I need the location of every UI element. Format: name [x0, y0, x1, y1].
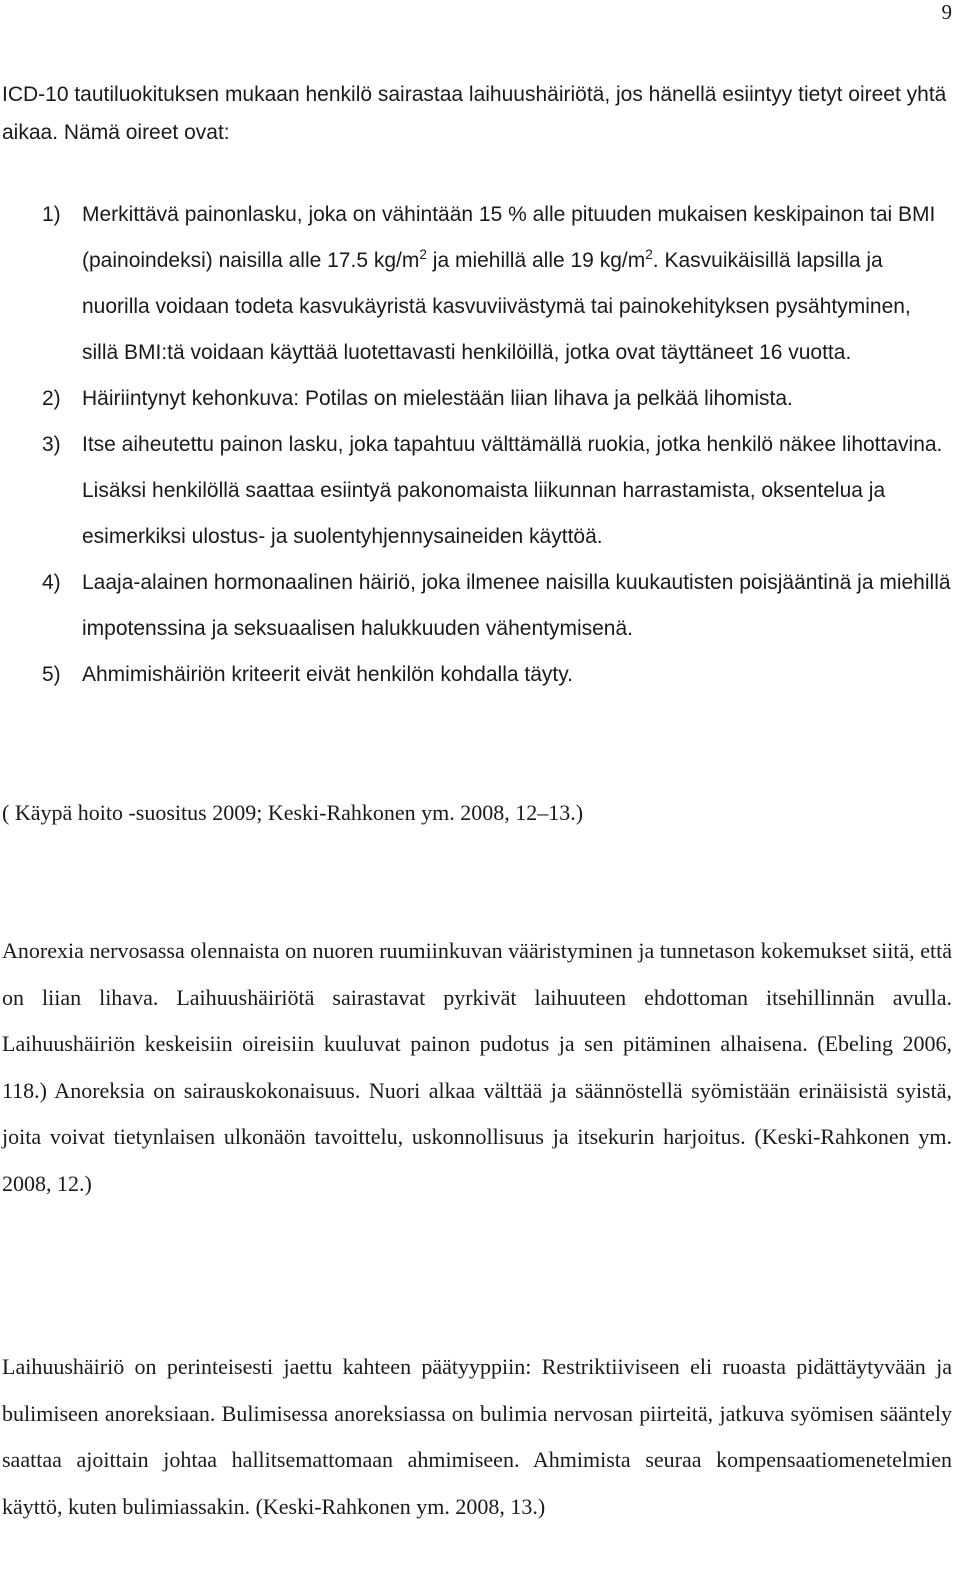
icd10-criteria-list: [2, 192, 952, 698]
intro-paragraph: ICD-10 tautiluokituksen mukaan henkilö sairastaa laihuushäiriötä, jos hänellä esiintyy tietyt oireet yhtä aikaa. Nämä oireet ovat:: [2, 83, 947, 144]
list-item-text: Itse aiheutettu painon lasku, joka tapahtuu välttämällä ruokia, jotka henkilö näkee lihottavina. Lisäksi henkilöllä saattaa esiintyä pakonomaista liikunnan harrastamista, oksentelua ja esimerkiksi ulostus- ja suolentyhjennysaineiden käyttöä.: [82, 433, 943, 548]
body-paragraph-anorexia-nervosa: Anorexia nervosassa olennaista on nuoren ruumiinkuvan vääristyminen ja tunnetason kokemukset siitä, että on liian lihava. Laihuushäiriötä sairastavat pyrkivät laihuuteen ehdottoman itsehillinnän avulla. Laihuushäiriön keskeisiin oireisiin kuuluvat painon pudotus ja sen pitäminen alhaisena. (Ebeling 2006, 118.) Anoreksia on sairauskokonaisuus. Nuori alkaa välttää ja säännöstellä syömistään erinäisistä syistä, joita voivat tietynlaisen ulkonäön tavoittelu, uskonnollisuus ja itsekurin harjoitus. (Keski-Rahkonen ym. 2008, 12.): [2, 938, 952, 1196]
list-item: [2, 376, 952, 422]
criteria-citation: ( Käypä hoito -suositus 2009; Keski-Rahkonen ym. 2008, 12–13.): [2, 800, 584, 825]
list-item-number: 3): [42, 433, 61, 456]
list-item-text: Häiriintynyt kehonkuva: Potilas on mielestään liian lihava ja pelkää lihomista.: [82, 387, 793, 410]
list-item: [2, 560, 952, 652]
list-item-number: 4): [42, 571, 61, 594]
list-item: [2, 652, 952, 698]
body-paragraph-subtypes: Laihuushäiriö on perinteisesti jaettu kahteen päätyyppiin: Restriktiiviseen eli ruoasta pidättäytyvään ja bulimiseen anoreksiaan. Bulimisessa anoreksiassa on bulimia nervosan piirteitä, jatkuva syömisen sääntely saattaa ajoittain johtaa hallitsemattomaan ahmimiseen. Ahmimista seuraa kompensaatiomenetelmien käyttö, kuten bulimiassakin. (Keski-Rahkonen ym. 2008, 13.): [2, 1354, 952, 1519]
page-number: 9: [941, 0, 952, 24]
list-item-text: Ahmimishäiriön kriteerit eivät henkilön kohdalla täyty.: [82, 663, 573, 686]
list-item-number: 5): [42, 663, 61, 686]
list-item-text: Merkittävä painonlasku, joka on vähintään 15 % alle pituuden mukaisen keskipainon tai BMI (painoindeksi) naisilla alle 17.5 $kg/m^2$ ja miehillä alle 19 $kg/m^2$. Kasvuikäisillä lapsilla ja nuorilla voidaan todeta kasvukäyristä kasvuviivästymä tai painokehityksen pysähtyminen, sillä BMI:tä voidaan käyttää luotettavasti henkilöillä, jotka ovat täyttäneet 16 vuotta.: [82, 203, 936, 364]
list-item-text: Laaja-alainen hormonaalinen häiriö, joka ilmenee naisilla kuukautisten poisjääntinä ja miehillä impotenssina ja seksuaalisen halukkuuden vähentymisenä.: [82, 571, 951, 640]
list-item: [2, 422, 952, 560]
list-item-number: 1): [42, 203, 61, 226]
list-item-number: 2): [42, 387, 61, 410]
list-item: [2, 192, 952, 376]
